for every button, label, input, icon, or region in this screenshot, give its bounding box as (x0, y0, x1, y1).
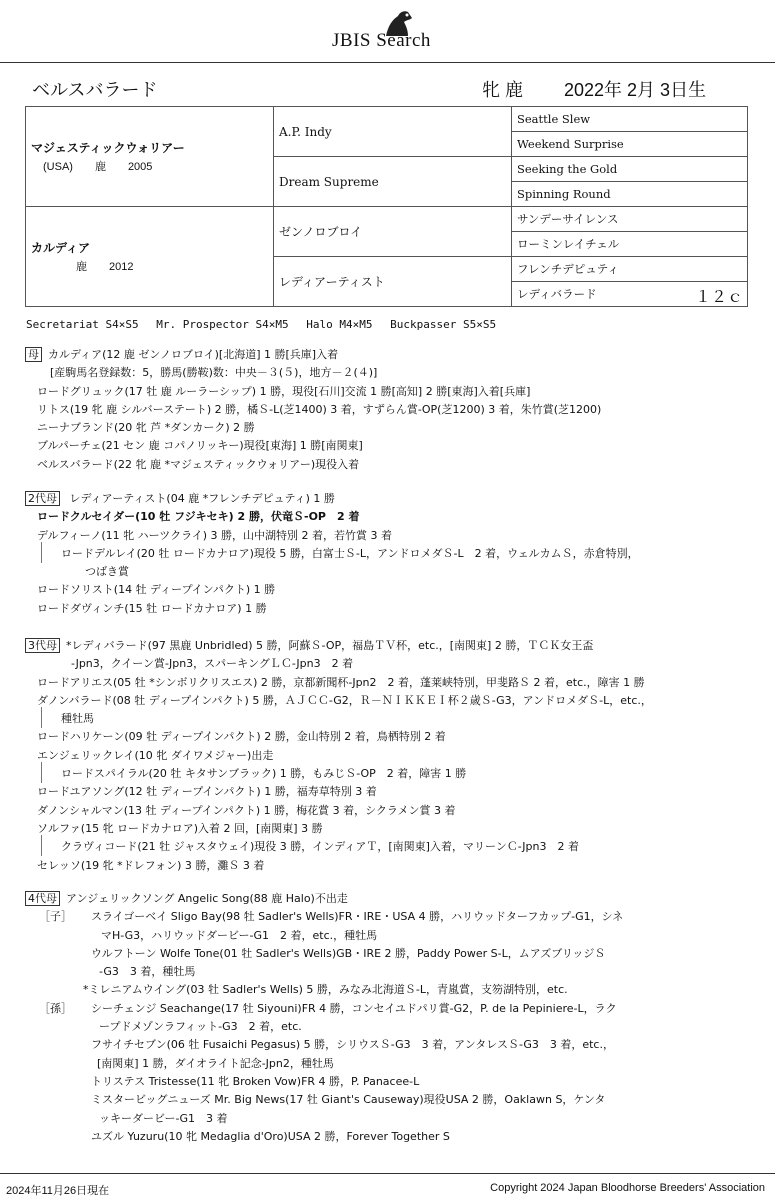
section-line: [南関東] 1 勝，ダイオライト記念-Jpn2，種牡馬 (97, 1056, 334, 1070)
section-dam (25, 346, 601, 474)
line-text: スライゴーベイ Sligo Bay(98 牡 Sadler's Wells)FR・IRE・USA 4 勝，ハリウッドターフカップ-G1，シネ (91, 910, 624, 924)
section-line: トリステス Tristesse(11 牝 Broken Vow)FR 4 勝，P. Panacee-L (91, 1074, 420, 1088)
section-line: セレッソ(19 牝 *ドレフォン) 3 勝，灘Ｓ 3 着 (37, 858, 265, 872)
line-text: *レディバラード(97 黒鹿 Unbridled) 5 勝，阿蘇Ｓ-OP，福島ＴＶ杯，etc.，[南関東] 2 勝，ＴＣＫ女王盃 (66, 639, 594, 652)
section-line (25, 908, 624, 926)
g3-8-name: レディバラード (517, 287, 597, 301)
indent-bar (41, 762, 42, 783)
sire-dam: Dream Supreme (274, 157, 512, 207)
horse-name: ベルスバラード (32, 80, 158, 100)
section-4th-dam (25, 890, 624, 1146)
section-tag: 3代母 (25, 638, 60, 653)
sire-name: マジェスティックウォリアー (31, 141, 185, 155)
section-line: ロードユアソング(12 牡 ディープインパクト) 1 勝，福寿草特別 3 着 (37, 785, 377, 799)
children-label: ［子］ (39, 910, 72, 924)
section-line: ッキーダービー-G1 3 着 (99, 1111, 228, 1125)
dam-dam: レディアーティスト (274, 257, 512, 307)
horse-header (32, 76, 732, 102)
section-line: ロードハリケーン(09 牡 ディープインパクト) 2 勝，金山特別 2 着，鳥栖特別 2 着 (37, 730, 446, 744)
line-text: カルディア(12 鹿 ゼンノロブロイ)[北海道] 1 勝[兵庫]入着 (48, 348, 339, 361)
section-line (25, 710, 652, 728)
section-line: -Jpn3，クイーン賞-Jpn3，スパーキングＬＣ-Jpn3 2 着 (71, 657, 354, 671)
section-line (25, 1000, 617, 1018)
g3-6: ローミンレイチェル (512, 232, 748, 257)
section-line: -G3 3 着，種牡馬 (99, 965, 196, 979)
inbreeding-note: Secretariat S4×S5 Mr. Prospector S4×M5 Halo M4×M5 Buckpasser S5×S5 (26, 318, 497, 331)
line-text: レディアーティスト(04 鹿 *フレンチデピュティ) 1 勝 (69, 492, 335, 505)
section-line: つばき賞 (85, 565, 129, 579)
line-text: 種牡馬 (61, 712, 94, 726)
g3-7: フレンチデピュティ (512, 257, 748, 282)
section-line: ダノンシャルマン(13 牡 ディープインパクト) 1 勝，梅花賞 3 着，シクラメン賞 3 着 (37, 803, 456, 817)
section-line (25, 765, 652, 783)
section-line (25, 890, 614, 908)
indent-bar (41, 835, 42, 856)
section-line: リトス(19 牝 鹿 シルバーステート) 2 勝，橘Ｓ-L(芝1400) 3 着，すずらん賞-OP(芝1200) 3 着，朱竹賞(芝1200) (37, 402, 602, 416)
footer-divider (0, 1173, 775, 1174)
dam-info: 鹿 2012 (43, 261, 134, 273)
dam-cell (26, 207, 274, 307)
g3-5: サンデーサイレンス (512, 207, 748, 232)
section-line: エンジェリックレイ(10 牝 ダイワメジャー)出走 (37, 748, 274, 762)
g3-1: Seattle Slew (512, 107, 748, 132)
section-line: ープドメゾンラフィット-G3 2 着，etc. (99, 1020, 302, 1034)
section-line: ユズル Yuzuru(10 牝 Medaglia d'Oro)USA 2 勝，Forever Together S (91, 1129, 450, 1143)
indent-bar (41, 707, 42, 728)
line-text: アンジェリックソング Angelic Song(88 鹿 Halo)不出走 (66, 892, 348, 905)
grandchildren-label: ［孫］ (39, 1001, 72, 1015)
section-line: ロードクルセイダー(10 牡 フジキセキ) 2 勝，伏竜Ｓ-OP 2 着 (37, 510, 360, 524)
g3-3: Seeking the Gold (512, 157, 748, 182)
section-line: *ミレニアムウイング(03 牡 Sadler's Wells) 5 勝，みなみ北海道Ｓ-L，青嵐賞，支笏湖特別，etc. (83, 983, 568, 997)
line-text: シーチェンジ Seachange(17 牡 Siyouni)FR 4 勝，コンセイユドパリ賞-G2，P. de la Pepiniere-L，ラク (91, 1001, 617, 1015)
line-text: ロードデルレイ(20 牡 ロードカナロア)現役 5 勝，白富士Ｓ-L，アンドロメダＳ-L 2 着，ウェルカムＳ，赤倉特別， (61, 546, 639, 560)
section-line: ロードグリュック(17 牡 鹿 ルーラーシップ) 1 勝，現役[石川]交流 1 勝[高知] 2 勝[東海]入着[兵庫] (37, 384, 531, 398)
sire-info: (USA) 鹿 2005 (43, 161, 153, 173)
section-line: ウルフトーン Wolfe Tone(01 牡 Sadler's Wells)GB・IRE 2 勝，Paddy Power S-L，ムアズブリッジＳ (91, 946, 606, 960)
section-line (25, 346, 601, 364)
section-tag: 2代母 (25, 491, 60, 506)
section-line (25, 545, 639, 563)
g3-2: Weekend Surprise (512, 132, 748, 157)
section-line: ダノンバラード(08 牡 ディープインパクト) 5 勝，ＡＪＣＣ-G2，Ｒ－ＮＩＫＫＥＩ杯２歳Ｓ-G3，アンドロメダＳ-L，etc.， (37, 693, 652, 707)
sire-cell (26, 107, 274, 207)
section-line: [産駒馬名登録数：5，勝馬(勝鞍)数：中央－３(５)，地方－２(４)] (39, 366, 378, 380)
jbis-logo (332, 8, 462, 56)
section-tag: 4代母 (25, 891, 60, 906)
header-divider (0, 62, 775, 63)
section-line: デルフィーノ(11 牝 ハーツクライ) 3 勝，山中湖特別 2 着，若竹賞 3 着 (37, 528, 393, 542)
logo-text: JBIS Search (332, 30, 431, 51)
birth-date: 2022年 2月 3日生 (564, 80, 707, 100)
section-line: ロードアリエス(05 牡 *シンボリクリスエス) 2 勝，京都新聞杯-Jpn2 2 着，蓬莱峡特別，甲斐路Ｓ 2 着，etc.，障害 1 勝 (37, 675, 645, 689)
sex-color: 牝 鹿 (482, 80, 524, 100)
pedigree-table (25, 106, 748, 307)
family-number: １２ｃ (694, 287, 743, 306)
section-3rd-dam (25, 637, 652, 875)
section-line: ミスタービッグニューズ Mr. Big News(17 牡 Giant's Causeway)現役USA 2 勝，Oaklawn S，ケンタ (91, 1093, 606, 1107)
section-line: マH-G3，ハリウッドダービー-G1 2 着，etc.，種牡馬 (101, 928, 378, 942)
section-line (25, 838, 652, 856)
line-text: ロードスパイラル(20 牡 キタサンブラック) 1 勝，もみじＳ-OP 2 着，障害 1 勝 (61, 767, 467, 781)
section-line: ニーナブランド(20 牝 芦 *ダンカーク) 2 勝 (37, 421, 255, 435)
footer-date: 2024年11月26日現在 (6, 1185, 110, 1197)
footer-copyright: Copyright 2024 Japan Bloodhorse Breeders' Association (490, 1182, 765, 1194)
dam-sire: ゼンノロブロイ (274, 207, 512, 257)
g3-4: Spinning Round (512, 182, 748, 207)
sire-sire: A.P. Indy (274, 107, 512, 157)
section-line: ロードソリスト(14 牡 ディープインパクト) 1 勝 (37, 583, 276, 597)
section-tag: 母 (25, 347, 42, 362)
section-line: ソルファ(15 牝 ロードカナロア)入着 2 回，[南関東] 3 勝 (37, 821, 323, 835)
section-line: ロードダヴィンチ(15 牡 ロードカナロア) 1 勝 (37, 601, 267, 615)
section-line: ベルスバラード(22 牝 鹿 *マジェスティックウォリアー)現役入着 (37, 457, 360, 471)
section-line (25, 490, 639, 508)
line-text: クラヴィコード(21 牡 ジャスタウェイ)現役 3 勝，インディアＴ，[南関東]入着，マリーンＣ-Jpn3 2 着 (61, 840, 579, 854)
dam-name: カルディア (31, 241, 91, 255)
section-granddam (25, 490, 639, 618)
indent-bar (41, 542, 42, 563)
section-line: フサイチセブン(06 牡 Fusaichi Pegasus) 5 勝，シリウスＳ-G3 3 着，アンタレスＳ-G3 3 着，etc.， (91, 1038, 614, 1052)
section-line (25, 637, 652, 655)
section-line: ブルパーチェ(21 セン 鹿 コパノリッキー)現役[東海] 1 勝[南関東] (37, 439, 363, 453)
g3-8 (512, 282, 748, 307)
